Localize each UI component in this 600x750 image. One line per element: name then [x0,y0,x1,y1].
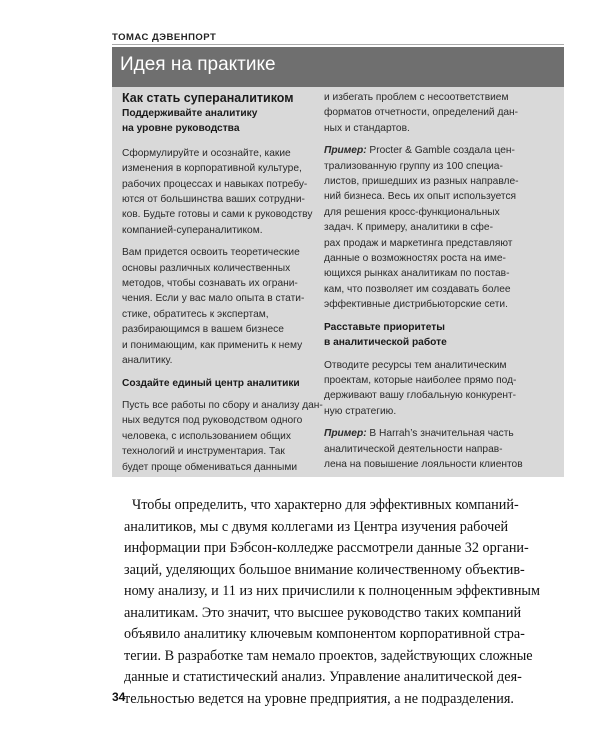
text-line: человека, с использованием общих [122,430,291,442]
text-line: аналитической деятельности направ- [324,443,503,455]
section-heading-priorities [324,320,508,351]
text-line: разбирающимся в вашем бизнесе [122,324,284,336]
box-left-column [122,90,323,482]
text-line: чения. Если у вас мало опыта в стати- [122,293,305,305]
text-fragment: В Harrah’s значительная часть [366,428,514,440]
text-line: основы различных количественных [122,262,291,274]
text-line: Отводите ресурсы тем аналитическим [324,359,507,371]
heading-line: в аналитической работе [324,337,447,349]
paragraph-example-pg [324,143,519,312]
body-line: объявило аналитику ключевым компонентом корпоративной стра- [124,626,525,642]
text-line: и избегать проблем с несоответствием [324,92,509,103]
body-line: Чтобы определить, что характерно для эффективных компаний- [132,497,519,513]
body-line: тегии. В разработке там немало проектов, задействующих сложные [124,647,533,664]
text-line: Вам придется освоить теоретические [122,247,300,259]
text-line: ков. Будьте готовы и сами к руководству [122,209,313,221]
text-line: данные о возможностях роста на име- [324,253,506,265]
header-rule [112,44,564,45]
paragraph-culture [122,146,313,238]
text-line: эффективные дистрибьюторские сети. [324,299,508,311]
text-line: ний бизнеса. Весь их опыт используется [324,191,517,203]
body-line: информации при Бэбсон-колледже рассмотрели данные 32 органи- [124,540,529,556]
text-line: и понимающим, как применить к нему [122,339,303,351]
box-title-bar [112,47,564,87]
paragraph-example-harrahs [324,426,523,472]
text-line: ных ведутся под руководством одного [122,415,303,427]
paragraph-priorities [324,358,517,420]
text-line: держивают вашу глобальную конкурент- [324,390,517,402]
paragraph-center [122,398,323,475]
body-line: заций, уделяющих большое внимание количественному объектив- [124,561,525,578]
main-body-paragraph [124,495,564,710]
text-line: технологий и инструментария. Так [122,446,285,458]
text-line: рабочих процессах и навыках потребу- [122,178,308,190]
section-heading-center: Создайте единый центр аналитики [122,377,300,389]
text-line: будет проще обмениваться данными [122,461,298,473]
text-line: Сформулируйте и осознайте, какие [122,147,291,159]
body-line: данные и статистический анализ. Управление аналитической дея- [124,669,522,685]
paragraph-methods [122,245,310,368]
text-line: стике, обратитесь к экспертам, [122,308,269,320]
heading-line: Расставьте приоритеты [324,321,445,333]
body-line: аналитикам. Это значит, что высшее руководство таких компаний [124,604,522,621]
page-number: 34 [112,690,126,704]
example-label: Пример: [324,145,367,157]
sidebar-box [112,47,564,477]
body-line: тельностью ведется на уровне предприятия, а не подразделения. [124,690,514,707]
box-title: Идея на практике [120,54,276,75]
running-head: ТОМАС ДЭВЕНПОРТ [112,32,217,43]
text-line: методов, чтобы сознавать их ограни- [122,278,298,290]
box-main-heading: Как стать супераналитиком [122,91,294,105]
text-line: трализованную группу из 100 специа- [324,160,503,172]
body-line: ному анализу, и 11 из них причислили к полноценным эффективным [124,583,540,599]
heading-line: на уровне руководства [122,123,240,135]
example-label: Пример: [324,428,367,440]
section-heading-support [122,106,310,137]
text-line: ную стратегию. [324,405,397,417]
heading-line: Поддерживайте аналитику [122,108,258,119]
text-line: Пусть все работы по сбору и анализу дан- [122,399,323,411]
text-line: лена на повышение лояльности клиентов [324,458,523,470]
text-line: ных и стандартов. [324,122,410,134]
text-line: изменения в корпоративной культуре, [122,163,302,175]
text-fragment: Procter & Gamble создала цен- [366,145,515,157]
text-line [324,143,515,158]
body-line: аналитиков, мы с двумя коллегами из Центра изучения рабочей [124,518,509,535]
text-line: форматов отчетности, определений дан- [324,107,519,119]
text-line: компанией-супераналитиком. [122,224,263,236]
text-line: аналитику. [122,355,173,367]
text-line [324,426,514,441]
paragraph-continuation [324,90,519,136]
text-line: для решения кросс-функциональных [324,206,500,218]
text-line: ются от большинства ваших сотрудни- [122,194,305,206]
box-right-column [324,90,523,479]
text-line: задач. К примеру, аналитики в сфе- [324,222,493,234]
text-line: кам, что позволяет им создавать более [324,283,511,295]
text-line: листов, пришедших из разных направле- [324,176,519,188]
text-line: ющихся рынках аналитикам по постав- [324,268,510,280]
text-line: рах продаж и маркетинга представляют [324,237,513,249]
text-line: проектам, которые наиболее прямо под- [324,374,517,386]
